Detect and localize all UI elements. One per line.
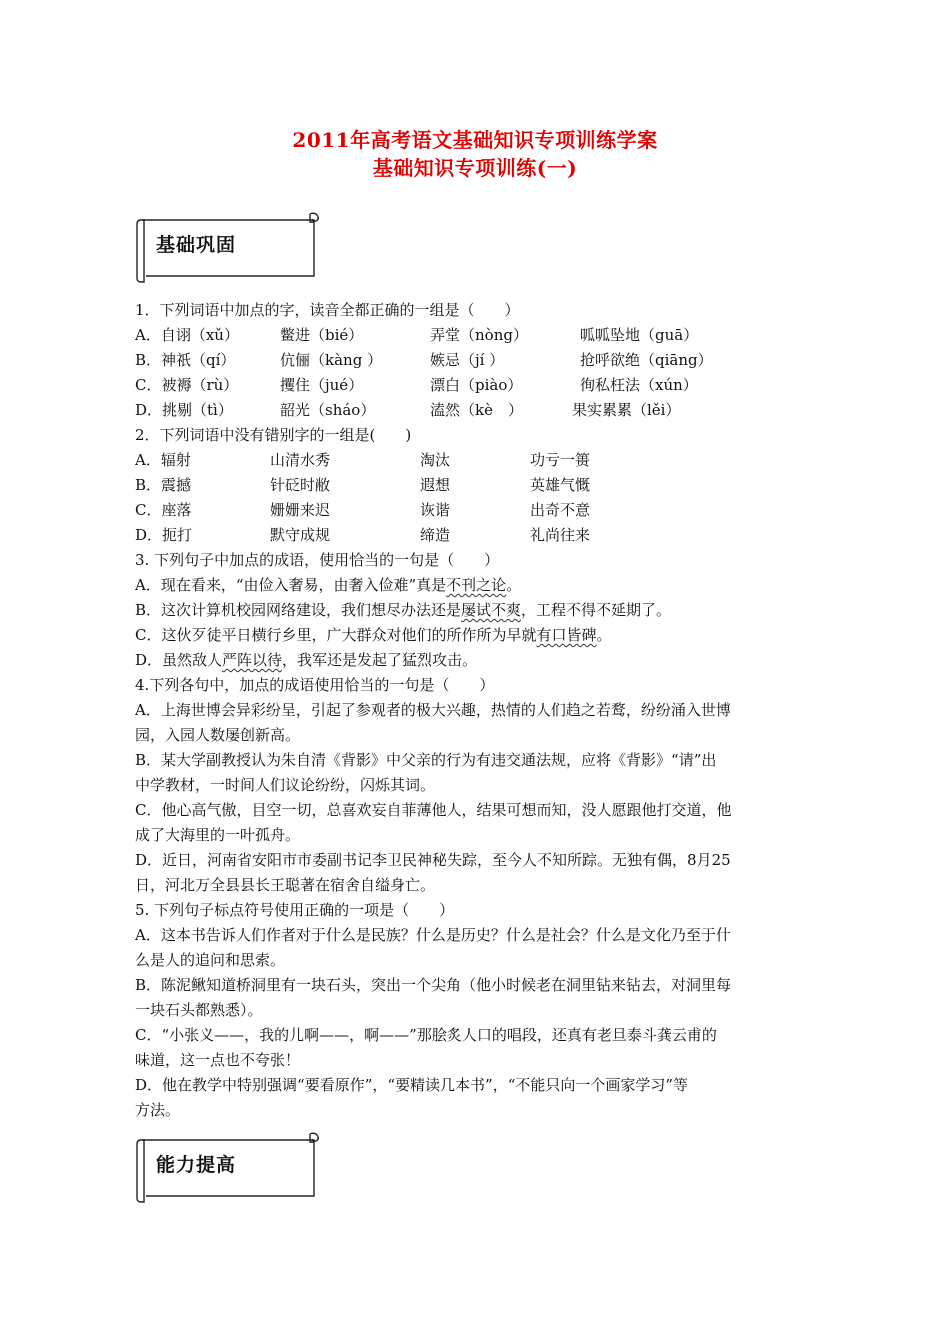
doc-subtitle: 基础知识专项训练(一) [372, 156, 578, 180]
q1-d-1: D．挑剔（tì） [135, 401, 233, 419]
q1-b-2: 伉俪（kàng ） [280, 351, 383, 369]
q1-d-3: 溘然（kè ） [430, 401, 523, 419]
q3-option-a [135, 575, 521, 595]
q3-d-text: D．虽然敌人 [135, 651, 223, 669]
q4-stem: 4.下列各句中，加点的成语使用恰当的一句是（ ） [135, 676, 495, 694]
q1-c-2: 攫住（jué） [280, 376, 364, 394]
section-banner-advanced [134, 1130, 324, 1202]
q2-c-4: 出奇不意 [530, 501, 591, 519]
q2-a-1: A．辐射 [135, 451, 191, 469]
section-banner-basic [134, 210, 324, 282]
q2-c-1: C．座落 [135, 501, 192, 519]
section-title: 基础巩固 [156, 234, 237, 256]
q3-c-text: C．这伙歹徒平日横行乡里，广大群众对他们的所作所为早就 [135, 626, 537, 644]
q4-line: D．近日，河南省安阳市市委副书记李卫民神秘失踪，至今人不知所踪。无独有偶，8月25 [135, 851, 731, 869]
q1-d-4: 果实累累（lěi） [572, 401, 681, 419]
q5-line: B．陈泥鳅知道桥洞里有一块石头，突出一个尖角（他小时候老在洞里钻来钻去，对洞里每 [135, 976, 732, 994]
q3-b-end: ，工程不得不延期了。 [521, 601, 672, 619]
q1-c-4: 徇私枉法（xún） [580, 376, 698, 394]
q1-c-3: 漂白（piào） [430, 376, 523, 394]
q3-a-end: 。 [506, 576, 522, 594]
q5-line: 么是人的追问和思索。 [135, 951, 286, 969]
q3-d-end: ，我军还是发起了猛烈攻击。 [282, 651, 478, 669]
q5-stem: 5. 下列句子标点符号使用正确的一项是（ ） [135, 901, 455, 919]
q3-option-c [135, 625, 612, 645]
q2-d-2: 默守成规 [270, 526, 331, 544]
q3-a-text: A．现在看来，“由俭入奢易，由奢入俭难”真是 [135, 576, 447, 594]
q4-line: 中学教材，一时间人们议论纷纷，闪烁其词。 [135, 776, 436, 794]
q3-b-idiom: 屡试不爽 [461, 601, 522, 619]
q1-stem: 1．下列词语中加点的字，读音全都正确的一组是（ ） [135, 301, 520, 319]
q2-b-1: B．震撼 [135, 476, 192, 494]
q3-option-d [135, 650, 477, 670]
q5-line: 方法。 [135, 1101, 181, 1119]
q2-d-4: 礼尚往来 [530, 526, 591, 544]
q4-line: 园，入园人数屡创新高。 [135, 726, 301, 744]
q5-line: 一块石头都熟悉）。 [135, 1001, 263, 1019]
q1-a-1: A．自诩（xǔ） [135, 326, 239, 344]
q4-line: 日，河北万全县县长王聪著在宿舍自缢身亡。 [135, 876, 436, 894]
q1-c-1: C．被褥（rù） [135, 376, 239, 394]
q5-line: A．这本书告诉人们作者对于什么是民族？什么是历史？什么是社会？什么是文化乃至于什 [135, 926, 731, 944]
q1-a-4: 呱呱坠地（guā） [580, 326, 699, 344]
section-title: 能力提高 [156, 1154, 237, 1176]
q3-c-end: 。 [596, 626, 612, 644]
q3-d-idiom: 严阵以待 [222, 651, 283, 669]
q1-b-3: 嫉忌（jí ） [430, 351, 505, 369]
q4-line: B．某大学副教授认为朱自清《背影》中父亲的行为有违交通法规，应将《背影》“请”出 [135, 751, 717, 769]
q2-a-3: 淘汰 [420, 451, 451, 469]
q2-c-2: 姗姗来迟 [270, 501, 331, 519]
q5-line: 味道，这一点也不夸张！ [135, 1051, 301, 1069]
q2-b-2: 针砭时敝 [270, 476, 331, 494]
q5-line: D．他在教学中特别强调“要看原作”，“要精读几本书”，“不能只向一个画家学习”等 [135, 1076, 689, 1094]
q4-line: A．上海世博会异彩纷呈，引起了参观者的极大兴趣，热情的人们趋之若鹜，纷纷涌入世博 [135, 701, 731, 719]
q1-a-3: 弄堂（nòng） [430, 326, 528, 344]
q2-stem: 2．下列词语中没有错别字的一组是( ) [135, 426, 412, 444]
q1-b-1: B．神祇（qí） [135, 351, 236, 369]
q1-d-2: 韶光（sháo） [280, 401, 376, 419]
q4-line: C．他心高气傲，目空一切，总喜欢妄自菲薄他人，结果可想而知，没人愿跟他打交道，他 [135, 801, 732, 819]
q1-b-4: 抢呼欲绝（qiāng） [580, 351, 713, 369]
q2-d-1: D．扼打 [135, 526, 193, 544]
q2-c-3: 诙谐 [420, 501, 451, 519]
q2-b-3: 遐想 [420, 476, 451, 494]
q3-b-text: B．这次计算机校园网络建设，我们想尽办法还是 [135, 601, 462, 619]
q3-a-idiom: 不刊之论 [446, 576, 507, 594]
q5-line: C．“小张义——，我的儿啊——，啊——”那脍炙人口的唱段，还真有老旦泰斗龚云甫的 [135, 1026, 717, 1044]
q1-a-2: 鳖进（bié） [280, 326, 364, 344]
q2-b-4: 英雄气慨 [530, 476, 591, 494]
q3-stem: 3. 下列句子中加点的成语，使用恰当的一句是（ ） [135, 551, 500, 569]
q3-option-b [135, 600, 671, 620]
q2-a-4: 功亏一篑 [530, 451, 591, 469]
q3-c-idiom: 有口皆碑 [536, 626, 597, 644]
q2-a-2: 山清水秀 [270, 451, 331, 469]
q2-d-3: 缔造 [420, 526, 451, 544]
doc-title: 2011年高考语文基础知识专项训练学案 [292, 128, 658, 152]
q4-line: 成了大海里的一叶孤舟。 [135, 826, 301, 844]
